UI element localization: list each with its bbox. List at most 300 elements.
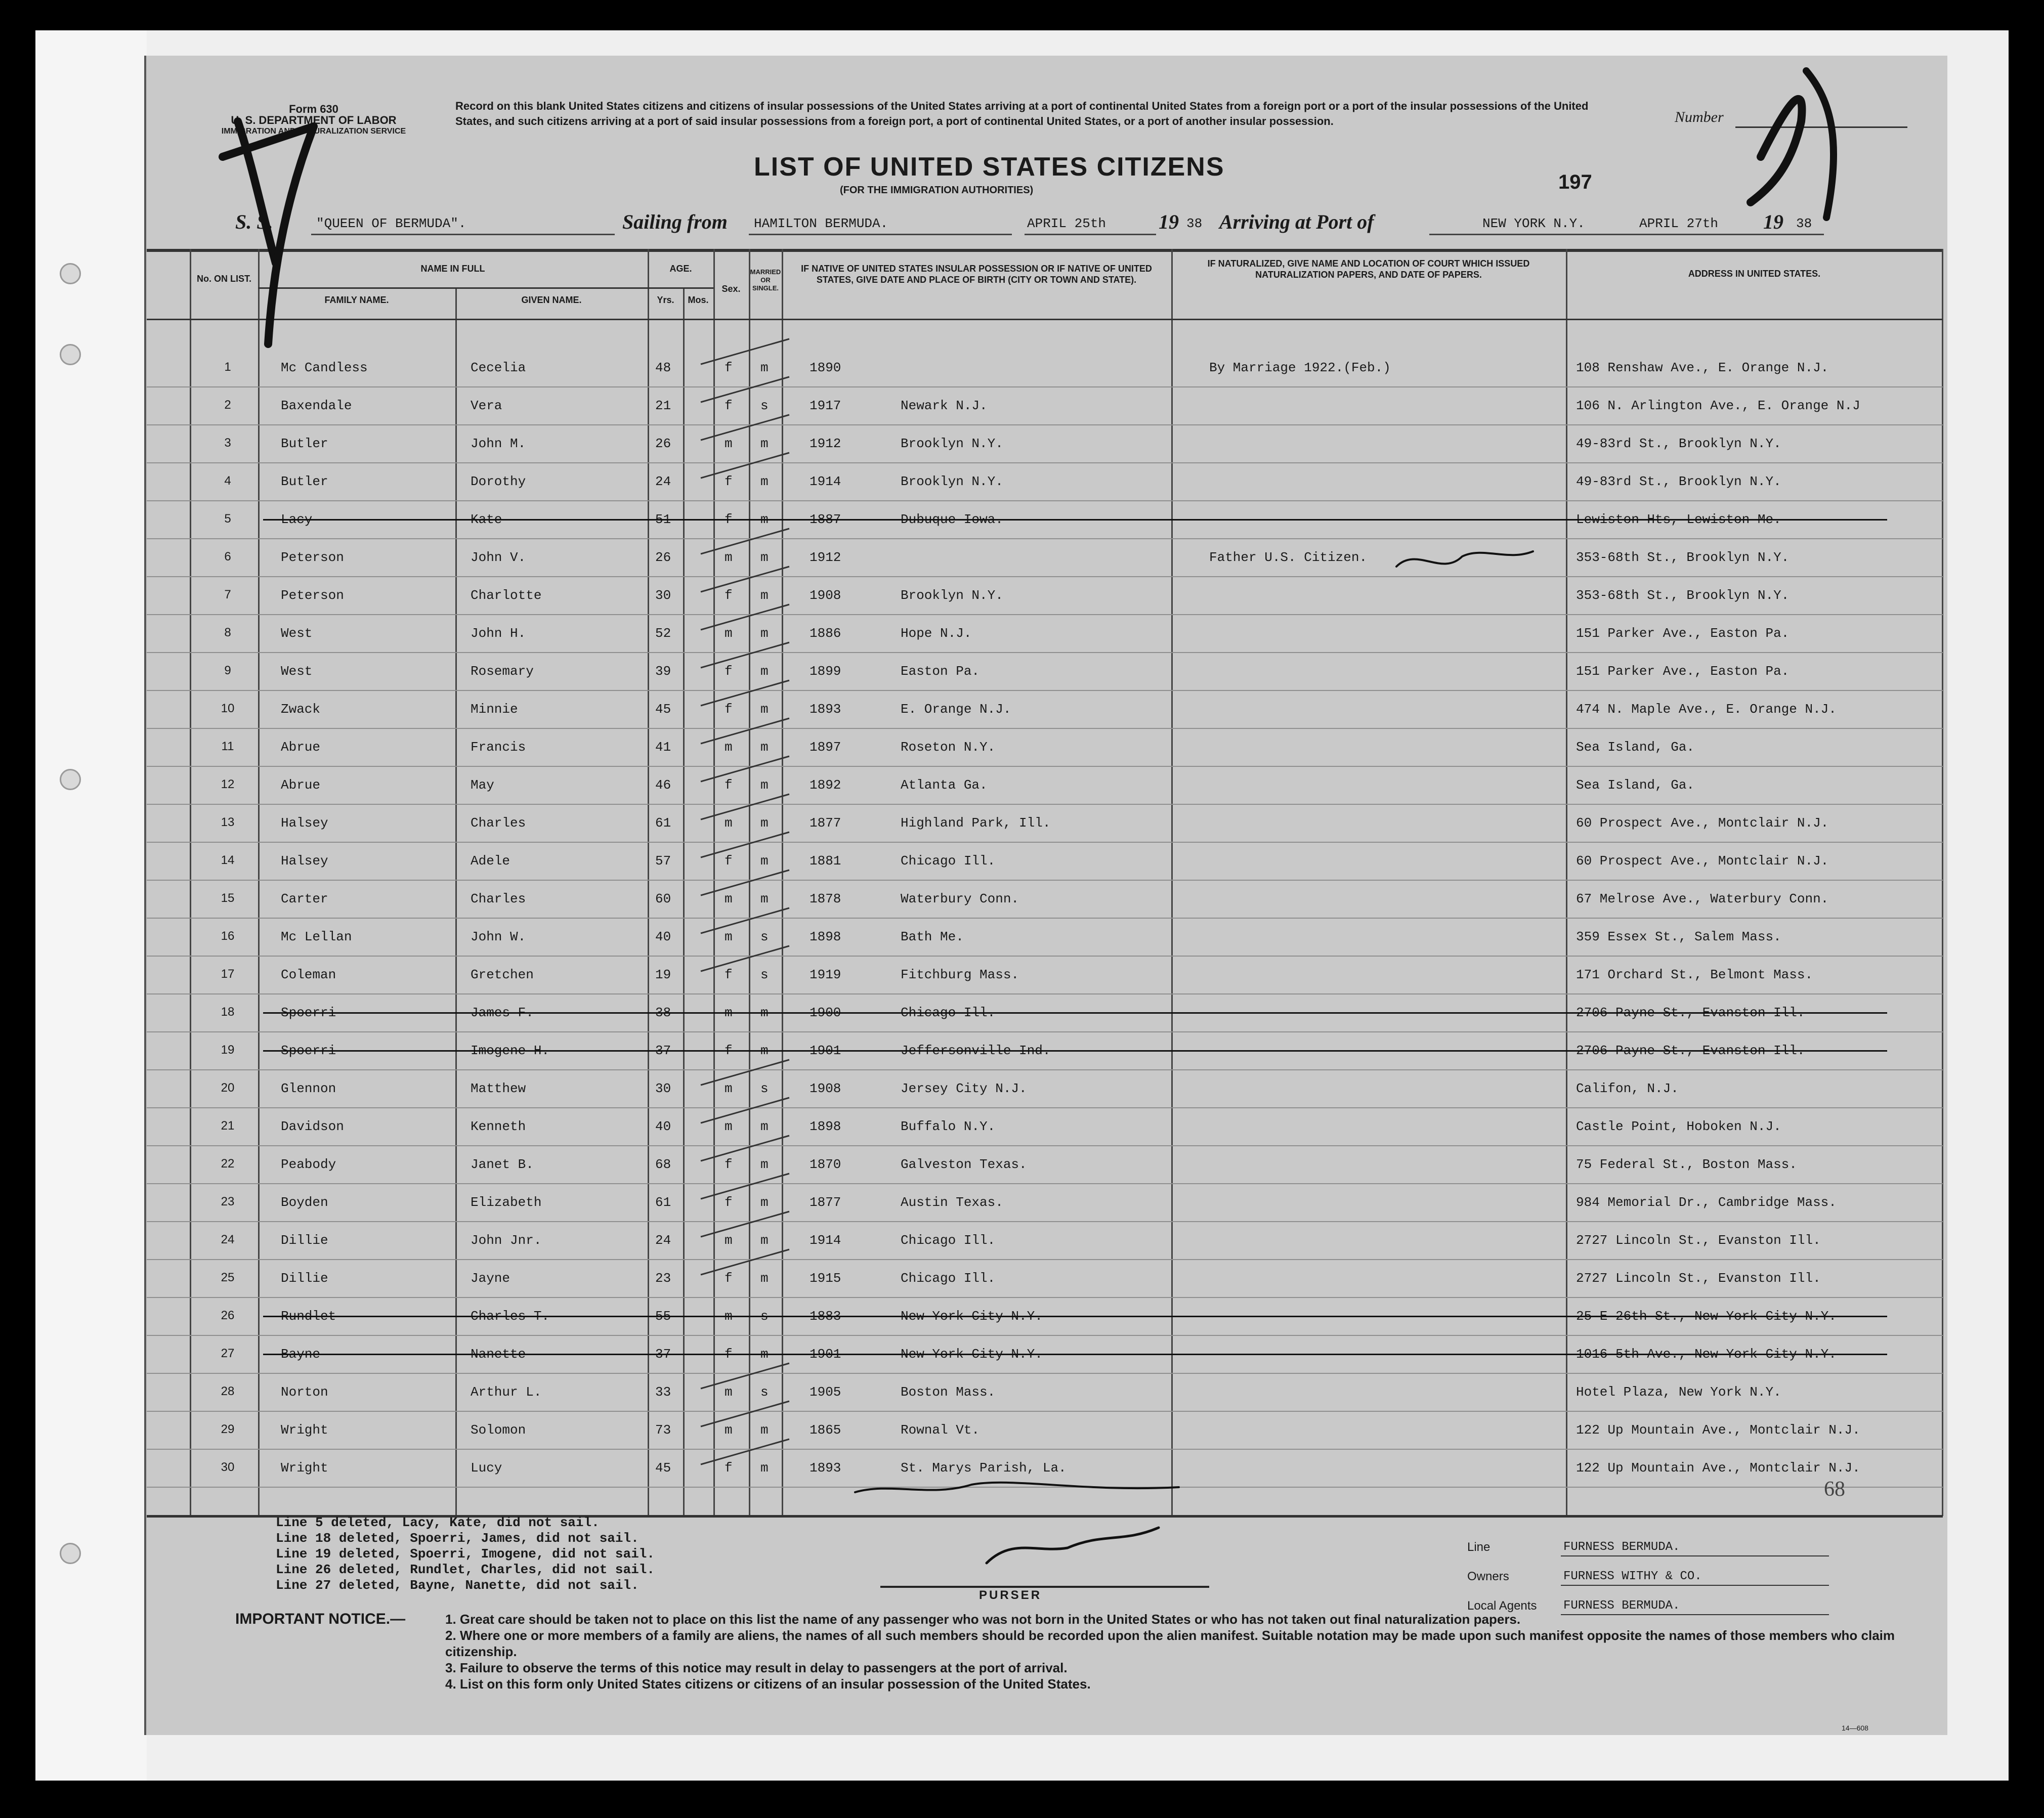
family-name-cell: Carter [281, 891, 328, 906]
deleted-line-strike [263, 1050, 1887, 1052]
family-name-cell: West [281, 626, 313, 641]
line-number-cell: 16 [221, 929, 235, 943]
line-number-cell: 4 [224, 474, 231, 488]
line-number-cell: 28 [221, 1384, 235, 1398]
marital-status-cell: m [760, 1005, 769, 1020]
marital-status-cell: m [760, 1460, 769, 1476]
table-row [0, 539, 2044, 577]
age-cell: 40 [655, 1119, 671, 1134]
birthplace-cell: Buffalo N.Y. [901, 1119, 996, 1134]
sex-cell: m [725, 626, 733, 641]
deletion-note: Line 27 deleted, Bayne, Nanette, did not sail. [276, 1578, 639, 1593]
naturalization-cell: Father U.S. Citizen. [1209, 550, 1368, 565]
sex-cell: f [725, 702, 733, 717]
sex-cell: m [725, 740, 733, 755]
sex-cell: f [725, 1460, 733, 1476]
family-name-cell: Coleman [281, 967, 336, 982]
col-birth: IF NATIVE OF UNITED STATES INSULAR POSSESSION OR IF NATIVE OF UNITED STATES, GIVE DATE AND PLACE OF BIRTH (CITY OR TOWN AND STATE). [801, 264, 1152, 285]
field-label: Local Agents [1467, 1599, 1537, 1613]
birth-year-cell: 1877 [810, 815, 841, 831]
age-cell: 60 [655, 891, 671, 906]
age-cell: 46 [655, 777, 671, 793]
address-cell: 2727 Lincoln St., Evanston Ill. [1576, 1233, 1821, 1248]
family-name-cell: Boyden [281, 1195, 328, 1210]
address-cell: 108 Renshaw Ave., E. Orange N.J. [1576, 360, 1829, 375]
address-cell: Califon, N.J. [1576, 1081, 1679, 1096]
marital-status-cell: m [760, 588, 769, 603]
field-label: Line [1467, 1540, 1491, 1554]
table-row [0, 1222, 2044, 1260]
given-name-cell: Francis [471, 740, 526, 755]
birth-year-cell: 1897 [810, 740, 841, 755]
address-cell: 353-68th St., Brooklyn N.Y. [1576, 588, 1790, 603]
line-number-cell: 15 [221, 891, 235, 905]
birthplace-cell: New York City N.Y. [901, 1309, 1043, 1324]
arrival-underline [1429, 234, 1824, 235]
binder-hole [60, 1543, 81, 1564]
col-given-name: GIVEN NAME. [521, 295, 582, 305]
marital-status-cell: m [760, 815, 769, 831]
age-cell: 24 [655, 474, 671, 489]
marital-status-cell: m [760, 436, 769, 451]
line-number-cell: 29 [221, 1422, 235, 1436]
ss-label: S. S. [235, 210, 273, 233]
address-cell: 25-E-26th St., New York City N.Y. [1576, 1309, 1837, 1324]
age-cell: 57 [655, 853, 671, 869]
given-name-cell: Solomon [471, 1422, 526, 1438]
owners-field [1467, 1570, 1702, 1599]
page-number: 68 [1824, 1478, 1845, 1501]
field-label: Owners [1467, 1570, 1509, 1583]
sex-cell: m [725, 550, 733, 565]
form-header-block [212, 104, 415, 137]
family-name-cell: Dillie [281, 1271, 328, 1286]
birthplace-cell: New York City N.Y. [901, 1347, 1043, 1362]
sex-cell: m [725, 1422, 733, 1438]
family-name-cell: Abrue [281, 777, 321, 793]
number-underline [1735, 126, 1907, 128]
birthplace-cell: Hope N.J. [901, 626, 972, 641]
age-cell: 38 [655, 1005, 671, 1020]
col-sex: Sex. [721, 284, 741, 294]
sex-cell: f [725, 474, 733, 489]
table-row [0, 1032, 2044, 1070]
birthplace-cell: Chicago Ill. [901, 1271, 996, 1286]
marital-status-cell: s [760, 967, 769, 982]
table-row [0, 918, 2044, 956]
table-row [0, 880, 2044, 918]
birth-year-cell: 1912 [810, 436, 841, 451]
family-name-cell: Baxendale [281, 398, 352, 413]
address-cell: 60 Prospect Ave., Montclair N.J. [1576, 853, 1829, 869]
arriving-label: Arriving at Port of [1219, 210, 1374, 233]
purser-signature-line [880, 1586, 1209, 1588]
sex-cell: f [725, 1043, 733, 1058]
birthplace-cell: St. Marys Parish, La. [901, 1460, 1067, 1476]
table-row [0, 1449, 2044, 1487]
field-value: FURNESS BERMUDA. [1563, 1599, 1680, 1613]
form-code: 14—608 [1842, 1724, 1868, 1732]
sex-cell: m [725, 1005, 733, 1020]
address-cell: 151 Parker Ave., Easton Pa. [1576, 626, 1790, 641]
table-row [0, 1411, 2044, 1449]
marital-status-cell: s [760, 1384, 769, 1400]
form-number: Form 630 [289, 103, 338, 115]
birthplace-cell: Jersey City N.J. [901, 1081, 1027, 1096]
deletion-note: Line 18 deleted, Spoerri, James, did not sail. [276, 1531, 639, 1546]
marital-status-cell: m [760, 891, 769, 906]
birth-year-cell: 1901 [810, 1347, 841, 1362]
marital-status-cell: m [760, 664, 769, 679]
family-name-cell: Glennon [281, 1081, 336, 1096]
marital-status-cell: m [760, 702, 769, 717]
given-name-cell: James F. [471, 1005, 534, 1020]
birthplace-cell: Roseton N.Y. [901, 740, 996, 755]
sex-cell: f [725, 664, 733, 679]
year-prefix: 19 [1159, 210, 1179, 233]
deletion-note: Line 26 deleted, Rundlet, Charles, did not sail. [276, 1562, 655, 1577]
address-cell: 106 N. Arlington Ave., E. Orange N.J [1576, 398, 1860, 413]
address-cell: 67 Melrose Ave., Waterbury Conn. [1576, 891, 1829, 906]
address-cell: 2727 Lincoln St., Evanston Ill. [1576, 1271, 1821, 1286]
birthplace-cell: Chicago Ill. [901, 853, 996, 869]
table-row [0, 1146, 2044, 1184]
col-no: No. ON LIST. [197, 274, 251, 284]
age-cell: 39 [655, 664, 671, 679]
age-cell: 37 [655, 1347, 671, 1362]
age-cell: 55 [655, 1309, 671, 1324]
deleted-line-strike [263, 1316, 1887, 1317]
given-name-cell: May [471, 777, 494, 793]
birth-year-cell: 1915 [810, 1271, 841, 1286]
address-cell: Sea Island, Ga. [1576, 740, 1695, 755]
line-number-cell: 9 [224, 664, 231, 677]
address-cell: 122 Up Mountain Ave., Montclair N.J. [1576, 1460, 1860, 1476]
given-name-cell: John M. [471, 436, 526, 451]
marital-status-cell: m [760, 626, 769, 641]
birth-year-cell: 1877 [810, 1195, 841, 1210]
family-name-cell: Wright [281, 1422, 328, 1438]
stamp-number: 197 [1558, 171, 1592, 193]
address-cell: 474 N. Maple Ave., E. Orange N.J. [1576, 702, 1837, 717]
family-name-cell: Peterson [281, 588, 344, 603]
table-row [0, 1297, 2044, 1335]
birthplace-cell: Fitchburg Mass. [901, 967, 1019, 982]
birth-year-cell: 1912 [810, 550, 841, 565]
age-cell: 61 [655, 1195, 671, 1210]
table-row [0, 387, 2044, 425]
birth-year-cell: 1887 [810, 512, 841, 527]
age-cell: 30 [655, 588, 671, 603]
table-row [0, 1335, 2044, 1373]
form-instructions: Record on this blank United States citizens and citizens of insular possessions of the United States arriving at a port of continental United States from a foreign port or a port of the insular possessions of the United States, and such citizens arriving at a port of said insular possessions from a foreign port, a port of continental United States, or a port of another insular possession. [455, 100, 1589, 127]
marital-status-cell: m [760, 740, 769, 755]
address-cell: 2706 Payne St., Evanston Ill. [1576, 1043, 1805, 1058]
given-name-cell: Charlotte [471, 588, 542, 603]
birthplace-cell: Atlanta Ga. [901, 777, 988, 793]
family-name-cell: Mc Lellan [281, 929, 352, 944]
line-number-cell: 30 [221, 1460, 235, 1474]
given-name-cell: Arthur L. [471, 1384, 542, 1400]
birth-year-cell: 1914 [810, 1233, 841, 1248]
address-cell: 75 Federal St., Boston Mass. [1576, 1157, 1797, 1172]
col-married-single: MARRIED OR SINGLE. [750, 268, 781, 292]
birth-year-cell: 1900 [810, 1005, 841, 1020]
line-number-cell: 3 [224, 436, 231, 450]
col-age: AGE. [669, 264, 692, 274]
col-family-name: FAMILY NAME. [324, 295, 389, 305]
address-cell: 151 Parker Ave., Easton Pa. [1576, 664, 1790, 679]
family-name-cell: Halsey [281, 853, 328, 869]
line-number-cell: 27 [221, 1347, 235, 1360]
birth-year-cell: 1893 [810, 702, 841, 717]
given-name-cell: John W. [471, 929, 526, 944]
family-name-cell: Spoerri [281, 1043, 336, 1058]
deletion-note: Line 5 deleted, Lacy, Kate, did not sail. [276, 1515, 600, 1530]
table-row [0, 690, 2044, 728]
table-row [0, 766, 2044, 804]
marital-status-cell: s [760, 398, 769, 413]
address-cell: 122 Up Mountain Ave., Montclair N.J. [1576, 1422, 1860, 1438]
naturalization-cell: By Marriage 1922.(Feb.) [1209, 360, 1391, 375]
col-naturalized: IF NATURALIZED, GIVE NAME AND LOCATION OF COURT WHICH ISSUED NATURALIZATION PAPERS, AND DATE OF PAPERS. [1207, 258, 1530, 280]
given-name-cell: John H. [471, 626, 526, 641]
sex-cell: f [725, 1157, 733, 1172]
birth-year-cell: 1901 [810, 1043, 841, 1058]
age-cell: 61 [655, 815, 671, 831]
age-cell: 48 [655, 360, 671, 375]
birth-year-cell: 1898 [810, 929, 841, 944]
family-name-cell: Mc Candless [281, 360, 368, 375]
line-field [1467, 1540, 1680, 1570]
birthplace-cell: Boston Mass. [901, 1384, 996, 1400]
given-name-cell: Nanette [471, 1347, 526, 1362]
line-number-cell: 13 [221, 815, 235, 829]
col-name-in-full: NAME IN FULL [420, 264, 485, 274]
sex-cell: m [725, 1081, 733, 1096]
table-row [0, 615, 2044, 653]
table-row [0, 1373, 2044, 1411]
address-cell: 49-83rd St., Brooklyn N.Y. [1576, 474, 1781, 489]
arrival-year: 38 [1796, 216, 1812, 231]
row-rule [147, 1487, 1943, 1488]
departure-date: APRIL 25th [1027, 216, 1106, 231]
given-name-cell: Lucy [471, 1460, 502, 1476]
address-cell: Castle Point, Hoboken N.J. [1576, 1119, 1781, 1134]
birthplace-cell: Waterbury Conn. [901, 891, 1019, 906]
deletion-notes [276, 1515, 655, 1593]
marital-status-cell: m [760, 1119, 769, 1134]
given-name-cell: John V. [471, 550, 526, 565]
marital-status-cell: m [760, 512, 769, 527]
birth-year-cell: 1886 [810, 626, 841, 641]
birthplace-cell: Jeffersonville Ind. [901, 1043, 1051, 1058]
given-name-cell: Cecelia [471, 360, 526, 375]
birth-year-cell: 1870 [810, 1157, 841, 1172]
birthplace-cell: Brooklyn N.Y. [901, 588, 1003, 603]
binder-hole [60, 263, 81, 284]
family-name-cell: Spoerri [281, 1005, 336, 1020]
birth-year-cell: 1893 [810, 1460, 841, 1476]
birthplace-cell: E. Orange N.J. [901, 702, 1011, 717]
sex-cell: m [725, 815, 733, 831]
marital-status-cell: m [760, 777, 769, 793]
year-prefix: 19 [1763, 210, 1783, 233]
given-name-cell: Elizabeth [471, 1195, 542, 1210]
table-row [0, 653, 2044, 690]
birthplace-cell: Brooklyn N.Y. [901, 436, 1003, 451]
age-cell: 24 [655, 1233, 671, 1248]
table-row [0, 577, 2044, 615]
age-cell: 51 [655, 512, 671, 527]
line-number-cell: 5 [224, 512, 231, 526]
birthplace-cell: Dubuque Iowa. [901, 512, 1003, 527]
line-number-cell: 21 [221, 1119, 235, 1133]
age-cell: 73 [655, 1422, 671, 1438]
marital-status-cell: m [760, 550, 769, 565]
age-cell: 23 [655, 1271, 671, 1286]
deletion-note: Line 19 deleted, Spoerri, Imogene, did not sail. [276, 1546, 655, 1562]
table-row [0, 1108, 2044, 1146]
table-top-rule [147, 249, 1943, 252]
line-number-cell: 7 [224, 588, 231, 601]
family-name-cell: Butler [281, 474, 328, 489]
sailing-from-label: Sailing from [622, 210, 728, 233]
sex-cell: f [725, 360, 733, 375]
arrival-port: NEW YORK N.Y. [1482, 216, 1585, 231]
family-name-cell: Peterson [281, 550, 344, 565]
sex-cell: f [725, 967, 733, 982]
line-number-cell: 23 [221, 1195, 235, 1208]
line-number-cell: 14 [221, 853, 235, 867]
birthplace-cell: Chicago Ill. [901, 1233, 996, 1248]
address-cell: 171 Orchard St., Belmont Mass. [1576, 967, 1813, 982]
given-name-cell: Gretchen [471, 967, 534, 982]
birthplace-cell: Easton Pa. [901, 664, 980, 679]
birthplace-cell: Bath Me. [901, 929, 964, 944]
birthplace-cell: Chicago Ill. [901, 1005, 996, 1020]
table-row [0, 804, 2044, 842]
given-name-cell: Rosemary [471, 664, 534, 679]
line-number-cell: 6 [224, 550, 231, 564]
deleted-line-strike [263, 519, 1887, 521]
age-cell: 19 [655, 967, 671, 982]
family-name-cell: Bayne [281, 1347, 321, 1362]
marital-status-cell: m [760, 1347, 769, 1362]
address-cell: 353-68th St., Brooklyn N.Y. [1576, 550, 1790, 565]
line-number-cell: 25 [221, 1271, 235, 1284]
notice-item: 2. Where one or more members of a family are aliens, the names of all such members should be recorded upon the alien manifest. Suitable notation may be made upon such manifest opposite the names of those members who claim citizenship. [445, 1628, 1895, 1659]
age-cell: 26 [655, 436, 671, 451]
family-name-cell: Abrue [281, 740, 321, 755]
family-name-cell: Zwack [281, 702, 321, 717]
col-mos: Mos. [688, 295, 709, 305]
given-name-cell: Charles [471, 891, 526, 906]
birthplace-cell: Rownal Vt. [901, 1422, 980, 1438]
birth-year-cell: 1914 [810, 474, 841, 489]
line-number-cell: 22 [221, 1157, 235, 1171]
departure-port: HAMILTON BERMUDA. [754, 216, 888, 231]
marital-status-cell: m [760, 1195, 769, 1210]
table-row [0, 956, 2044, 994]
family-name-cell: Halsey [281, 815, 328, 831]
sex-cell: f [725, 1271, 733, 1286]
col-yrs: Yrs. [657, 295, 674, 305]
marital-status-cell: s [760, 929, 769, 944]
given-name-cell: Charles [471, 815, 526, 831]
sex-cell: f [725, 588, 733, 603]
marital-status-cell: m [760, 474, 769, 489]
birth-year-cell: 1898 [810, 1119, 841, 1134]
line-number-cell: 8 [224, 626, 231, 639]
birth-year-cell: 1908 [810, 1081, 841, 1096]
birth-year-cell: 1905 [810, 1384, 841, 1400]
marital-status-cell: s [760, 1081, 769, 1096]
table-row [0, 349, 2044, 387]
table-row [0, 463, 2044, 501]
given-name-cell: Charles T. [471, 1309, 550, 1324]
table-row [0, 425, 2044, 463]
page-title: LIST OF UNITED STATES CITIZENS [754, 152, 1225, 182]
sex-cell: m [725, 929, 733, 944]
birth-year-cell: 1908 [810, 588, 841, 603]
age-cell: 37 [655, 1043, 671, 1058]
col-address: ADDRESS IN UNITED STATES. [1688, 269, 1821, 279]
table-row [0, 842, 2044, 880]
line-number-cell: 24 [221, 1233, 235, 1246]
deleted-line-strike [263, 1012, 1887, 1014]
marital-status-cell: m [760, 1233, 769, 1248]
family-name-cell: Rundlet [281, 1309, 336, 1324]
given-name-cell: Jayne [471, 1271, 510, 1286]
address-cell: 984 Memorial Dr., Cambridge Mass. [1576, 1195, 1837, 1210]
marital-status-cell: m [760, 360, 769, 375]
birthplace-cell: Newark N.J. [901, 398, 988, 413]
given-name-cell: Kenneth [471, 1119, 526, 1134]
family-name-cell: Wright [281, 1460, 328, 1476]
given-name-cell: Janet B. [471, 1157, 534, 1172]
notice-label: IMPORTANT NOTICE.— [235, 1611, 406, 1627]
line-number-cell: 1 [224, 360, 231, 374]
marital-status-cell: m [760, 1043, 769, 1058]
sex-cell: f [725, 853, 733, 869]
field-value: FURNESS BERMUDA. [1563, 1540, 1680, 1554]
ship-underline [311, 234, 615, 235]
address-cell: Sea Island, Ga. [1576, 777, 1695, 793]
service: IMMIGRATION AND NATURALIZATION SERVICE [221, 127, 406, 136]
marital-status-cell: m [760, 1271, 769, 1286]
table-row [0, 994, 2044, 1032]
sex-cell: m [725, 1384, 733, 1400]
age-cell: 30 [655, 1081, 671, 1096]
birth-year-cell: 1865 [810, 1422, 841, 1438]
given-name-cell: Kate [471, 512, 502, 527]
marital-status-cell: m [760, 1422, 769, 1438]
date-underline [1025, 234, 1156, 235]
family-name-cell: Butler [281, 436, 328, 451]
sex-cell: m [725, 436, 733, 451]
given-name-cell: Adele [471, 853, 510, 869]
marital-status-cell: s [760, 1309, 769, 1324]
family-name-cell: Norton [281, 1384, 328, 1400]
table-row [0, 728, 2044, 766]
sex-cell: m [725, 1309, 733, 1324]
table-row [0, 501, 2044, 539]
line-number-cell: 26 [221, 1309, 235, 1322]
family-name-cell: West [281, 664, 313, 679]
age-cell: 26 [655, 550, 671, 565]
line-number-cell: 2 [224, 398, 231, 412]
